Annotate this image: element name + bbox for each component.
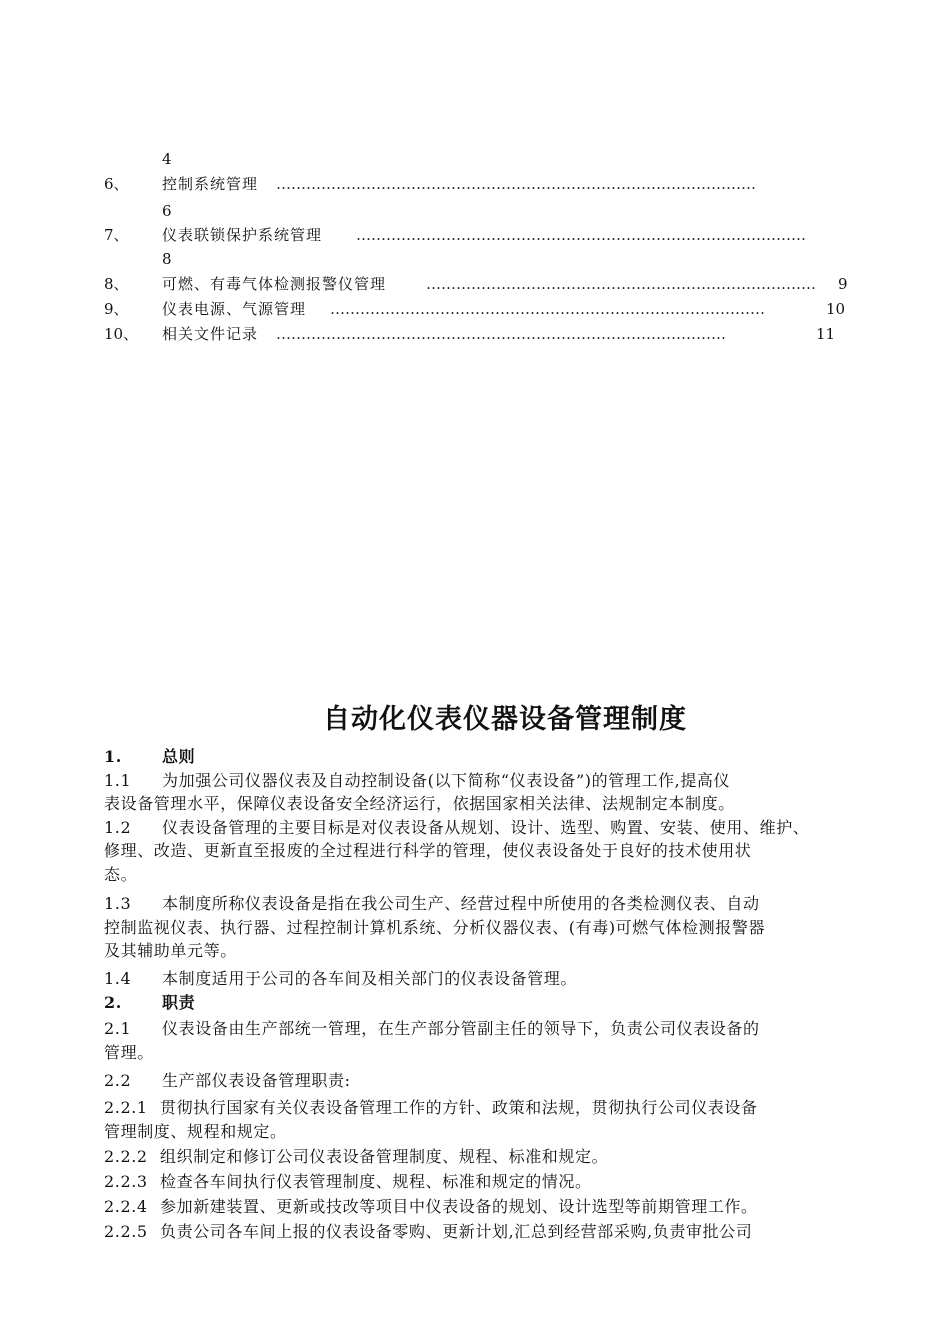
toc-entry-number: 6、	[104, 175, 129, 193]
document-title: 自动化仪表仪器设备管理制度	[323, 704, 687, 735]
toc-page-number: 6	[162, 202, 172, 220]
paragraph-line	[104, 1195, 758, 1219]
paragraph-line	[104, 967, 577, 991]
toc-leader-dots: ……………………………………………………………………	[426, 275, 816, 293]
line-text: 仪表设备由生产部统一管理，在生产部分管副主任的领导下，负责公司仪表设备的	[162, 1019, 760, 1038]
toc-entry[interactable]	[104, 173, 864, 195]
paragraph-line	[104, 1017, 760, 1041]
section-number: 2.	[104, 993, 122, 1012]
paragraph-line	[104, 839, 751, 863]
toc-entry-page: 9	[838, 275, 848, 293]
paragraph-line	[104, 1069, 351, 1093]
paragraph-line	[104, 1170, 592, 1194]
clause-number: 1.1	[104, 770, 132, 790]
toc-entry-number: 8、	[104, 275, 129, 293]
line-text: 负责公司各车间上报的仪表设备零购、更新计划,汇总到经营部采购,负责审批公司	[160, 1222, 753, 1241]
paragraph-line	[104, 892, 760, 916]
paragraph-line	[104, 863, 137, 887]
section-number: 1.	[104, 747, 122, 766]
toc-entry-title: 仪表电源、气源管理	[162, 300, 307, 318]
toc-entry-number: 10、	[104, 325, 139, 343]
line-text: 生产部仪表设备管理职责:	[162, 1071, 351, 1090]
line-text: 组织制定和修订公司仪表设备管理制度、规程、标准和规定。	[160, 1147, 609, 1166]
line-text: 参加新建装置、更新或技改等项目中仪表设备的规划、设计选型等前期管理工作。	[160, 1197, 758, 1216]
toc-entry[interactable]	[104, 273, 864, 295]
toc-entry-number: 9、	[104, 300, 129, 318]
line-text: 表设备管理水平，保障仪表设备安全经济运行，依据国家相关法律、法规制定本制度。	[104, 794, 735, 813]
clause-number: 1.4	[104, 969, 132, 988]
toc-page-number: 8	[162, 250, 172, 268]
paragraph-line	[104, 1096, 758, 1120]
line-text: 本制度适用于公司的各车间及相关部门的仪表设备管理。	[162, 969, 578, 988]
toc-leader-dots: ……………………………………………………………………………	[330, 300, 765, 318]
toc-leader-dots: ………………………………………………………………………………	[276, 325, 726, 343]
line-text: 检查各车间执行仪表管理制度、规程、标准和规定的情况。	[160, 1172, 592, 1191]
toc-entry-title: 可燃、有毒气体检测报警仪管理	[162, 275, 387, 293]
clause-number: 2.2.1	[104, 1098, 148, 1117]
paragraph-line	[104, 916, 765, 940]
toc-leader-dots: ……………………………………………………………………………………	[276, 175, 756, 193]
section-heading	[104, 745, 196, 769]
toc-leader-dots: ………………………………………………………………………………	[356, 226, 806, 244]
line-text: 态。	[104, 864, 138, 884]
line-text: 管理制度、规程和规定。	[104, 1121, 287, 1141]
toc-entry-title: 仪表联锁保护系统管理	[162, 226, 323, 244]
paragraph-line	[104, 816, 809, 840]
clause-number: 2.2.2	[104, 1147, 148, 1166]
line-text: 控制监视仪表、执行器、过程控制计算机系统、分析仪器仪表、(有毒)可燃气体检测报警器	[104, 917, 766, 937]
toc-entry[interactable]	[104, 224, 864, 246]
paragraph-line	[104, 769, 730, 793]
toc-entry[interactable]	[104, 298, 864, 320]
line-text: 管理。	[104, 1043, 154, 1062]
clause-number: 1.2	[104, 817, 132, 837]
toc-entry-page: 11	[816, 325, 836, 343]
clause-number: 2.2	[104, 1071, 132, 1090]
line-text: 及其辅助单元等。	[104, 941, 237, 960]
line-text: 仪表设备管理的主要目标是对仪表设备从规划、设计、选型、购置、安装、使用、维护、	[162, 817, 810, 837]
paragraph-line	[104, 1220, 752, 1244]
paragraph-line	[104, 1041, 154, 1065]
section-title: 职责	[162, 993, 196, 1012]
line-text: 修理、改造、更新直至报废的全过程进行科学的管理，使仪表设备处于良好的技术使用状	[104, 841, 752, 860]
line-text: 为加强公司仪器仪表及自动控制设备(以下简称“仪表设备”)的管理工作,提高仪	[162, 770, 731, 790]
paragraph-line	[104, 792, 735, 816]
toc-entry[interactable]	[104, 323, 864, 345]
toc-entry-number: 7、	[104, 226, 129, 244]
line-text: 贯彻执行国家有关仪表设备管理工作的方针、政策和法规，贯彻执行公司仪表设备	[160, 1098, 758, 1117]
clause-number: 2.2.5	[104, 1222, 148, 1241]
toc-page-number: 4	[162, 150, 172, 168]
paragraph-line	[104, 939, 237, 963]
clause-number: 1.3	[104, 894, 132, 913]
toc-entry-page: 10	[826, 300, 846, 318]
line-text: 本制度所称仪表设备是指在我公司生产、经营过程中所使用的各类检测仪表、自动	[162, 894, 760, 913]
clause-number: 2.2.4	[104, 1197, 148, 1216]
clause-number: 2.2.3	[104, 1172, 148, 1191]
toc-entry-title: 相关文件记录	[162, 325, 259, 343]
paragraph-line	[104, 1145, 608, 1169]
section-heading	[104, 991, 196, 1015]
section-title: 总则	[162, 747, 196, 766]
paragraph-line	[104, 1120, 287, 1144]
clause-number: 2.1	[104, 1019, 132, 1038]
toc-entry-title: 控制系统管理	[162, 175, 259, 193]
